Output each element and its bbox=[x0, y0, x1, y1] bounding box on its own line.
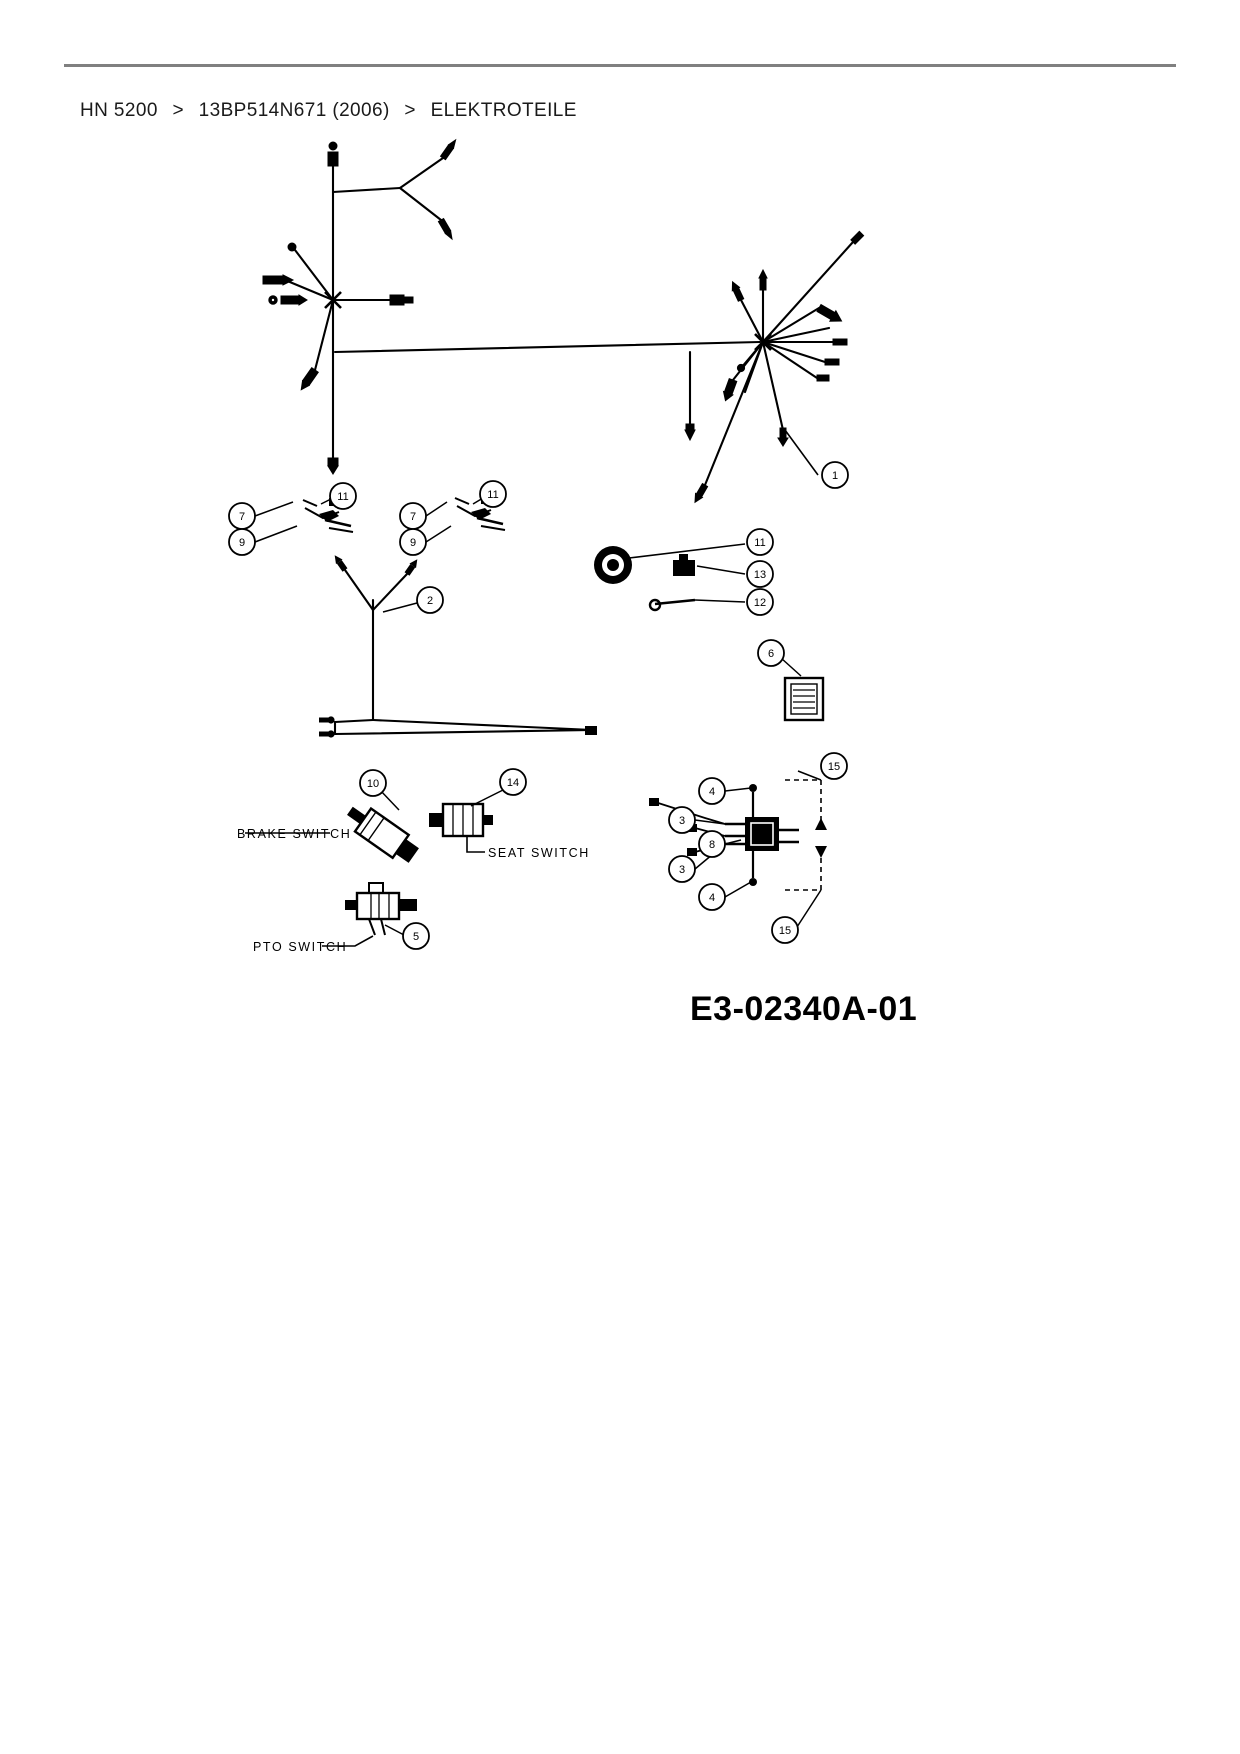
callout-3-bottom bbox=[669, 856, 695, 882]
callout-10 bbox=[360, 770, 386, 796]
svg-text:12: 12 bbox=[753, 597, 767, 609]
wiring-harness-diagram bbox=[185, 130, 870, 1070]
svg-text:13: 13 bbox=[753, 569, 767, 581]
breadcrumb-item-part-number[interactable]: 13BP514N671 (2006) bbox=[198, 100, 390, 121]
callout-4-top bbox=[699, 778, 725, 804]
svg-text:2: 2 bbox=[426, 595, 434, 607]
svg-text:8: 8 bbox=[708, 839, 716, 851]
svg-text:10: 10 bbox=[366, 778, 380, 790]
callout-7 bbox=[229, 503, 255, 529]
callout-11b bbox=[480, 481, 506, 507]
svg-text:11: 11 bbox=[754, 537, 766, 549]
svg-text:3: 3 bbox=[678, 864, 686, 876]
diagram-label-seat-switch: SEAT SWITCH bbox=[488, 846, 590, 860]
breadcrumb-item-model[interactable]: HN 5200 bbox=[80, 100, 158, 121]
callout-13 bbox=[747, 561, 773, 587]
callout-1 bbox=[822, 462, 848, 488]
callout-2 bbox=[417, 587, 443, 613]
plate-code: E3-02340A-01 bbox=[690, 990, 918, 1028]
svg-text:4: 4 bbox=[708, 786, 716, 798]
svg-text:3: 3 bbox=[678, 815, 686, 827]
svg-text:9: 9 bbox=[409, 537, 417, 549]
callout-8 bbox=[699, 831, 725, 857]
callout-5 bbox=[403, 923, 429, 949]
callout-15-top bbox=[821, 753, 847, 779]
callout-11c bbox=[747, 529, 773, 555]
breadcrumb bbox=[80, 100, 577, 122]
svg-text:5: 5 bbox=[412, 931, 420, 943]
callout-6 bbox=[758, 640, 784, 666]
callout-4-bottom bbox=[699, 884, 725, 910]
callout-15-bottom bbox=[772, 917, 798, 943]
svg-text:15: 15 bbox=[778, 925, 792, 937]
svg-text:4: 4 bbox=[708, 892, 716, 904]
header-divider bbox=[64, 64, 1176, 67]
breadcrumb-item-section: ELEKTROTEILE bbox=[430, 100, 577, 121]
callout-9 bbox=[229, 529, 255, 555]
svg-text:11: 11 bbox=[337, 491, 349, 503]
svg-text:15: 15 bbox=[827, 761, 841, 773]
svg-text:14: 14 bbox=[506, 777, 520, 789]
svg-text:6: 6 bbox=[767, 648, 775, 660]
svg-text:1: 1 bbox=[831, 470, 839, 482]
callout-9b bbox=[400, 529, 426, 555]
svg-text:7: 7 bbox=[409, 511, 417, 523]
diagram-label-brake-switch: BRAKE SWITCH bbox=[237, 827, 352, 841]
callout-7b bbox=[400, 503, 426, 529]
callout-11 bbox=[330, 483, 356, 509]
callout-14 bbox=[500, 769, 526, 795]
diagram-label-pto-switch: PTO SWITCH bbox=[253, 940, 348, 954]
callout-3-top bbox=[669, 807, 695, 833]
callout-12 bbox=[747, 589, 773, 615]
breadcrumb-separator: > bbox=[404, 100, 416, 121]
svg-text:11: 11 bbox=[487, 489, 499, 501]
svg-text:9: 9 bbox=[238, 537, 246, 549]
svg-text:7: 7 bbox=[238, 511, 246, 523]
breadcrumb-separator: > bbox=[172, 100, 184, 121]
